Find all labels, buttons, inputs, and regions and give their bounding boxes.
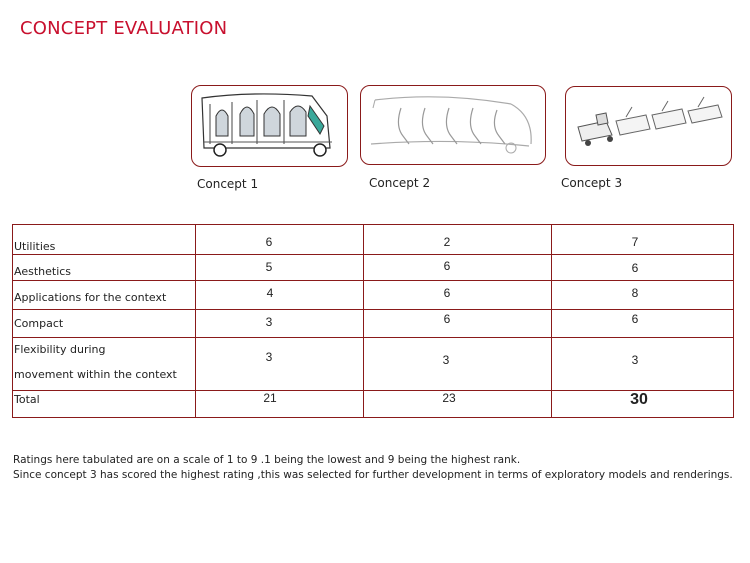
concept-1-image	[191, 85, 348, 167]
table-cell: 6	[631, 261, 639, 275]
row-label-applications: Applications for the context	[14, 291, 167, 304]
concept-3-label: Concept 3	[561, 176, 623, 190]
concept-3-image	[565, 86, 732, 166]
tram-outline-sketch-icon	[361, 86, 545, 164]
table-cell: 6	[443, 312, 451, 326]
table-cell: 6	[443, 259, 451, 273]
row-label-flexibility-line-1: Flexibility during	[14, 343, 106, 356]
row-label-flexibility-line-2: movement within the context	[14, 368, 177, 381]
table-cell-total-highlight: 30	[630, 391, 648, 408]
table-cell: 5	[265, 260, 273, 274]
table-cell: 2	[443, 235, 451, 249]
concept-2-image	[360, 85, 546, 165]
table-cell: 6	[631, 312, 639, 326]
tram-trailer-sketch-icon	[566, 87, 731, 165]
table-cell: 6	[443, 286, 451, 300]
table-cell: 4	[266, 286, 274, 300]
table-cell: 3	[265, 350, 273, 364]
table-cell: 3	[631, 353, 639, 367]
table-cell: 6	[265, 235, 273, 249]
table-cell: 7	[631, 235, 639, 249]
row-label-total: Total	[14, 393, 40, 406]
table-cell: 21	[263, 391, 277, 405]
row-label-utilities: Utilities	[14, 240, 56, 253]
table-cell: 23	[442, 391, 456, 405]
concept-2-label: Concept 2	[369, 176, 431, 190]
tram-sketch-colored-icon	[192, 86, 347, 166]
page-title: CONCEPT EVALUATION	[20, 18, 228, 39]
table-cell: 8	[631, 286, 639, 300]
row-label-compact: Compact	[14, 317, 64, 330]
evaluation-table	[12, 224, 734, 418]
table-cell: 3	[442, 353, 450, 367]
rating-scale-note: Ratings here tabulated are on a scale of 1 to 9 .1 being the lowest and 9 being the highest rank.	[13, 454, 521, 466]
concept-1-label: Concept 1	[197, 177, 259, 191]
selection-note: Since concept 3 has scored the highest rating ,this was selected for further development in terms of exploratory models and renderings.	[13, 469, 733, 481]
row-label-aesthetics: Aesthetics	[14, 265, 72, 278]
table-cell: 3	[265, 315, 273, 329]
